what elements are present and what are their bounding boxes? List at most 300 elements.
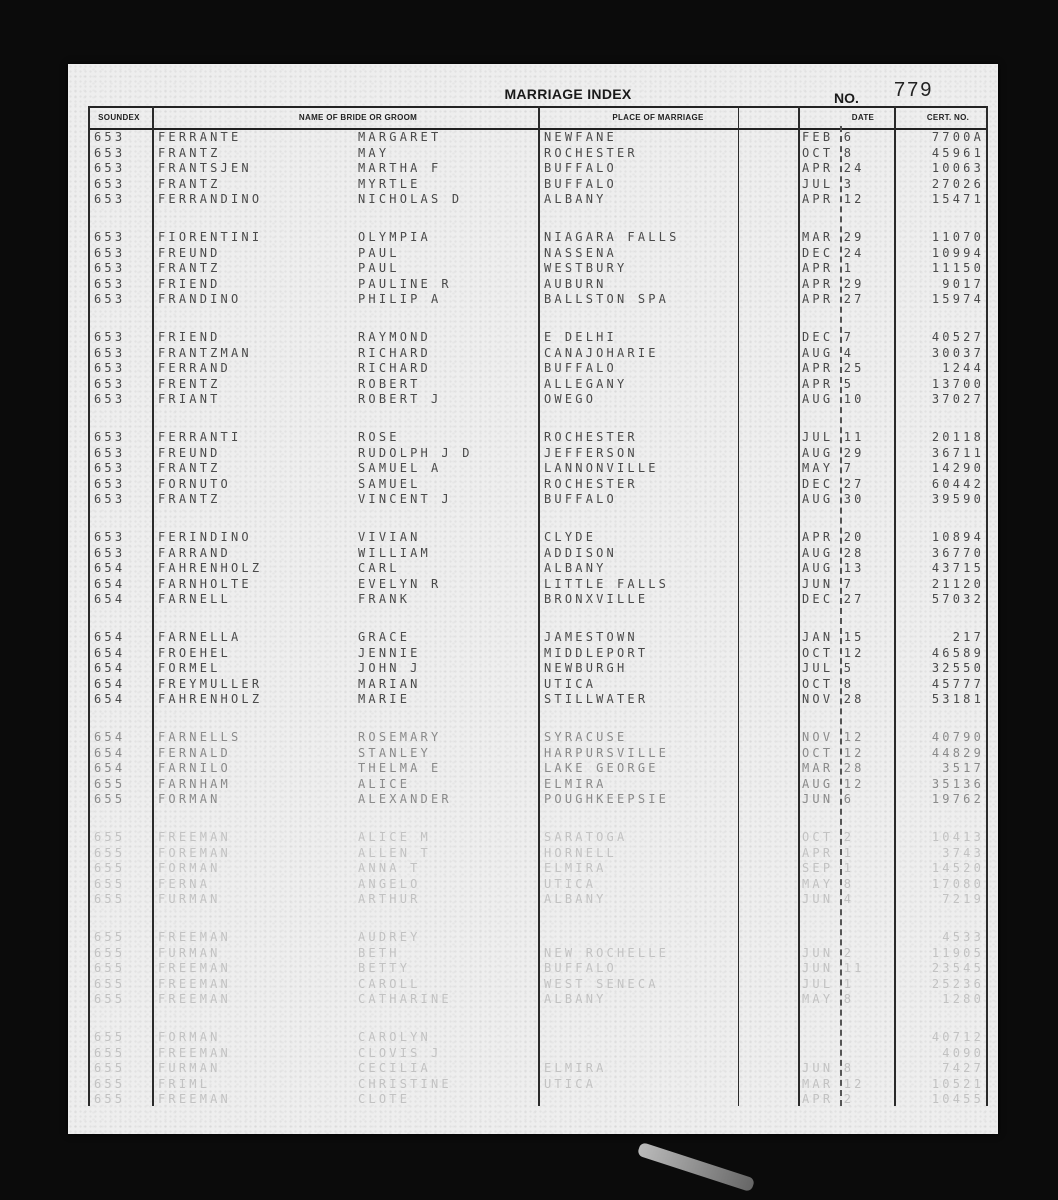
given-name: MARTHA F xyxy=(358,161,442,176)
index-row xyxy=(68,246,998,261)
marriage-date: MAR 29 xyxy=(802,230,865,244)
marriage-place: JAMESTOWN xyxy=(544,630,638,644)
marriage-date: APR 24 xyxy=(802,161,865,176)
cert-header: CERT. NO. xyxy=(926,113,970,122)
certificate-number: 1244 xyxy=(942,361,984,376)
soundex-code: 654 xyxy=(94,645,126,660)
date-header: DATE xyxy=(851,113,875,122)
marriage-place: UTICA xyxy=(544,1076,597,1091)
given-name: CLOTE xyxy=(358,1092,411,1107)
index-row xyxy=(68,330,998,345)
index-row xyxy=(68,230,998,245)
marriage-date: APR 25 xyxy=(802,361,865,376)
index-row xyxy=(68,692,998,707)
index-row xyxy=(68,746,998,761)
marriage-date: JUN 7 xyxy=(802,576,855,591)
marriage-date: AUG 28 xyxy=(802,545,865,560)
given-name: CAROLYN xyxy=(358,1030,431,1044)
marriage-date: FEB 6 xyxy=(802,130,855,144)
marriage-date: APR 12 xyxy=(802,192,865,207)
certificate-number: 15974 xyxy=(931,292,984,307)
surname: FAHRENHOLZ xyxy=(158,561,263,576)
certificate-number: 10521 xyxy=(931,1076,984,1091)
surname: FORMAN xyxy=(158,861,221,876)
marriage-place: ELMIRA xyxy=(544,1061,607,1076)
marriage-date: OCT 2 xyxy=(802,830,855,844)
index-row xyxy=(68,1030,998,1045)
marriage-place: NEWBURGH xyxy=(544,661,628,676)
index-row xyxy=(68,630,998,645)
marriage-place: HARPURSVILLE xyxy=(544,745,670,760)
index-row xyxy=(68,392,998,407)
marriage-date: AUG 29 xyxy=(802,445,865,460)
surname: FRENTZ xyxy=(158,376,221,391)
surname: FRIEND xyxy=(158,330,221,344)
surname: FREEMAN xyxy=(158,992,231,1007)
surname: FURMAN xyxy=(158,1061,221,1076)
marriage-date: JUN 8 xyxy=(802,1061,855,1076)
marriage-place: E DELHI xyxy=(544,330,617,344)
marriage-date: APR 5 xyxy=(802,376,855,391)
soundex-code: 653 xyxy=(94,492,126,507)
soundex-code: 653 xyxy=(94,261,126,276)
given-name: MAY xyxy=(358,145,390,160)
index-row xyxy=(68,446,998,461)
soundex-code: 653 xyxy=(94,530,126,544)
soundex-code: 654 xyxy=(94,676,126,691)
certificate-number: 7219 xyxy=(942,892,984,907)
soundex-code: 654 xyxy=(94,730,126,744)
surname: FARNELL xyxy=(158,592,231,607)
soundex-code: 653 xyxy=(94,330,126,344)
certificate-number: 36711 xyxy=(931,445,984,460)
surname: FRANTZ xyxy=(158,145,221,160)
surname: FROEHEL xyxy=(158,645,231,660)
index-row xyxy=(68,261,998,276)
marriage-place: BUFFALO xyxy=(544,961,617,976)
given-name: CLOVIS J xyxy=(358,1045,442,1060)
soundex-code: 655 xyxy=(94,945,126,960)
soundex-code: 653 xyxy=(94,176,126,191)
page-number: 779 xyxy=(894,79,934,101)
index-row xyxy=(68,1077,998,1092)
soundex-code: 655 xyxy=(94,1092,126,1107)
surname: FREYMULLER xyxy=(158,676,263,691)
marriage-date: MAR 12 xyxy=(802,1076,865,1091)
given-name: ALICE M xyxy=(358,830,431,844)
marriage-place: ROCHESTER xyxy=(544,430,638,444)
surname: FRANTZMAN xyxy=(158,345,252,360)
certificate-number: 27026 xyxy=(931,176,984,191)
marriage-date: APR 1 xyxy=(802,261,855,276)
certificate-number: 39590 xyxy=(931,492,984,507)
soundex-code: 655 xyxy=(94,776,126,791)
index-row xyxy=(68,1046,998,1061)
marriage-place: BALLSTON SPA xyxy=(544,292,670,307)
index-row xyxy=(68,946,998,961)
marriage-place: BUFFALO xyxy=(544,161,617,176)
given-name: EVELYN R xyxy=(358,576,442,591)
given-name: OLYMPIA xyxy=(358,230,431,244)
marriage-date: MAY 8 xyxy=(802,992,855,1007)
soundex-code: 653 xyxy=(94,230,126,244)
marriage-place: ALLEGANY xyxy=(544,376,628,391)
surname: FERINDINO xyxy=(158,530,252,544)
surname: FERRANDINO xyxy=(158,192,263,207)
surname: FRANTSJEN xyxy=(158,161,252,176)
surname: FRIEND xyxy=(158,276,221,291)
marriage-place: ALBANY xyxy=(544,561,607,576)
certificate-number: 44829 xyxy=(931,745,984,760)
given-name: GRACE xyxy=(358,630,411,644)
marriage-place: BRONXVILLE xyxy=(544,592,649,607)
soundex-code: 653 xyxy=(94,192,126,207)
surname: FERNA xyxy=(158,876,211,891)
marriage-date: AUG 12 xyxy=(802,776,865,791)
marriage-place: MIDDLEPORT xyxy=(544,645,649,660)
certificate-number: 4090 xyxy=(942,1045,984,1060)
marriage-place: WEST SENECA xyxy=(544,976,659,991)
given-name: PAUL xyxy=(358,245,400,260)
soundex-code: 654 xyxy=(94,692,126,707)
certificate-number: 13700 xyxy=(931,376,984,391)
surname: FERRANTI xyxy=(158,430,242,444)
marriage-place: AUBURN xyxy=(544,276,607,291)
certificate-number: 35136 xyxy=(931,776,984,791)
soundex-code: 653 xyxy=(94,345,126,360)
marriage-date: JUL 11 xyxy=(802,430,865,444)
given-name: WILLIAM xyxy=(358,545,431,560)
given-name: PHILIP A xyxy=(358,292,442,307)
certificate-number: 10894 xyxy=(931,530,984,544)
certificate-number: 9017 xyxy=(942,276,984,291)
certificate-number: 11905 xyxy=(931,945,984,960)
given-name: ALLEN T xyxy=(358,845,431,860)
soundex-code: 654 xyxy=(94,745,126,760)
name-header: NAME OF BRIDE OR GROOM xyxy=(298,113,418,122)
soundex-code: 655 xyxy=(94,930,126,944)
marriage-date: AUG 10 xyxy=(802,392,865,407)
surname: FARNELLA xyxy=(158,630,242,644)
surname: FRIML xyxy=(158,1076,211,1091)
marriage-place: ADDISON xyxy=(544,545,617,560)
given-name: ALEXANDER xyxy=(358,792,452,807)
marriage-place: CANAJOHARIE xyxy=(544,345,659,360)
given-name: MARIE xyxy=(358,692,411,707)
surname: FREEMAN xyxy=(158,930,231,944)
index-row xyxy=(68,561,998,576)
certificate-number: 10413 xyxy=(931,830,984,844)
marriage-date: JUL 3 xyxy=(802,176,855,191)
surname: FRANTZ xyxy=(158,461,221,476)
given-name: ANNA T xyxy=(358,861,421,876)
surname: FREUND xyxy=(158,445,221,460)
index-row xyxy=(68,661,998,676)
marriage-place: NASSENA xyxy=(544,245,617,260)
soundex-code: 653 xyxy=(94,392,126,407)
surname: FREEMAN xyxy=(158,1045,231,1060)
index-row xyxy=(68,130,998,145)
index-row xyxy=(68,277,998,292)
surname: FORMAN xyxy=(158,792,221,807)
soundex-code: 654 xyxy=(94,561,126,576)
marriage-date: APR 27 xyxy=(802,292,865,307)
marriage-place: ROCHESTER xyxy=(544,145,638,160)
marriage-place: HORNELL xyxy=(544,845,617,860)
given-name: RICHARD xyxy=(358,345,431,360)
soundex-code: 653 xyxy=(94,376,126,391)
soundex-code: 653 xyxy=(94,445,126,460)
marriage-date: APR 2 xyxy=(802,1092,855,1107)
surname: FERNALD xyxy=(158,745,231,760)
soundex-code: 653 xyxy=(94,361,126,376)
certificate-number: 25236 xyxy=(931,976,984,991)
marriage-date: DEC 7 xyxy=(802,330,855,344)
surname: FIORENTINI xyxy=(158,230,263,244)
surname: FARNHOLTE xyxy=(158,576,252,591)
marriage-place: BUFFALO xyxy=(544,492,617,507)
given-name: NICHOLAS D xyxy=(358,192,463,207)
certificate-number: 36770 xyxy=(931,545,984,560)
index-row xyxy=(68,492,998,507)
given-name: BETH xyxy=(358,945,400,960)
certificate-number: 10994 xyxy=(931,245,984,260)
surname: FERRANTE xyxy=(158,130,242,144)
certificate-number: 37027 xyxy=(931,392,984,407)
marriage-date: JUL 1 xyxy=(802,976,855,991)
given-name: STANLEY xyxy=(358,745,431,760)
given-name: PAULINE R xyxy=(358,276,452,291)
given-name: ARTHUR xyxy=(358,892,421,907)
index-row xyxy=(68,877,998,892)
given-name: AUDREY xyxy=(358,930,421,944)
soundex-code: 653 xyxy=(94,476,126,491)
given-name: CATHARINE xyxy=(358,992,452,1007)
marriage-place: ALBANY xyxy=(544,192,607,207)
given-name: JOHN J xyxy=(358,661,421,676)
marriage-date: JUN 2 xyxy=(802,945,855,960)
soundex-code: 654 xyxy=(94,630,126,644)
index-row xyxy=(68,430,998,445)
certificate-number: 7700A xyxy=(931,130,984,144)
index-row xyxy=(68,361,998,376)
soundex-code: 653 xyxy=(94,161,126,176)
given-name: ROBERT J xyxy=(358,392,442,407)
marriage-date: OCT 8 xyxy=(802,676,855,691)
soundex-code: 655 xyxy=(94,845,126,860)
certificate-number: 43715 xyxy=(931,561,984,576)
marriage-place: JEFFERSON xyxy=(544,445,638,460)
index-row xyxy=(68,461,998,476)
soundex-code: 655 xyxy=(94,1045,126,1060)
marriage-date: JUN 11 xyxy=(802,961,865,976)
marriage-place: UTICA xyxy=(544,676,597,691)
marriage-place: LITTLE FALLS xyxy=(544,576,670,591)
marriage-date: APR 29 xyxy=(802,276,865,291)
surname: FREUND xyxy=(158,245,221,260)
marriage-date: MAY 7 xyxy=(802,461,855,476)
marriage-place: ELMIRA xyxy=(544,861,607,876)
surname: FARNILO xyxy=(158,761,231,776)
marriage-date: JUN 6 xyxy=(802,792,855,807)
marriage-place: NEWFANE xyxy=(544,130,617,144)
marriage-place: POUGHKEEPSIE xyxy=(544,792,670,807)
index-row xyxy=(68,846,998,861)
surname: FRANTZ xyxy=(158,176,221,191)
soundex-code: 653 xyxy=(94,145,126,160)
soundex-code: 655 xyxy=(94,876,126,891)
soundex-code: 653 xyxy=(94,461,126,476)
certificate-number: 17080 xyxy=(931,876,984,891)
given-name: RICHARD xyxy=(358,361,431,376)
certificate-number: 11150 xyxy=(931,261,984,276)
given-name: FRANK xyxy=(358,592,411,607)
marriage-place: LANNONVILLE xyxy=(544,461,659,476)
soundex-code: 655 xyxy=(94,992,126,1007)
certificate-number: 40712 xyxy=(931,1030,984,1044)
soundex-code: 655 xyxy=(94,1076,126,1091)
index-row xyxy=(68,192,998,207)
index-row xyxy=(68,177,998,192)
marriage-place: LAKE GEORGE xyxy=(544,761,659,776)
marriage-date: OCT 12 xyxy=(802,645,865,660)
soundex-code: 653 xyxy=(94,130,126,144)
index-row xyxy=(68,1061,998,1076)
certificate-number: 32550 xyxy=(931,661,984,676)
page-title: MARRIAGE INDEX xyxy=(504,86,632,102)
certificate-number: 57032 xyxy=(931,592,984,607)
marriage-date: APR 20 xyxy=(802,530,865,544)
marriage-date: NOV 12 xyxy=(802,730,865,744)
given-name: CAROLL xyxy=(358,976,421,991)
given-name: ROSE xyxy=(358,430,400,444)
index-row xyxy=(68,730,998,745)
index-row xyxy=(68,592,998,607)
index-row xyxy=(68,861,998,876)
marriage-place: BUFFALO xyxy=(544,361,617,376)
index-row xyxy=(68,792,998,807)
soundex-code: 653 xyxy=(94,276,126,291)
marriage-date: DEC 27 xyxy=(802,592,865,607)
soundex-code: 653 xyxy=(94,292,126,307)
soundex-code: 653 xyxy=(94,545,126,560)
certificate-number: 45961 xyxy=(931,145,984,160)
soundex-code: 655 xyxy=(94,861,126,876)
given-name: RUDOLPH J D xyxy=(358,445,473,460)
marriage-date: AUG 30 xyxy=(802,492,865,507)
surname: FRANTZ xyxy=(158,261,221,276)
given-name: SAMUEL xyxy=(358,476,421,491)
index-row xyxy=(68,377,998,392)
marriage-date: MAR 28 xyxy=(802,761,865,776)
given-name: CHRISTINE xyxy=(358,1076,452,1091)
index-row xyxy=(68,646,998,661)
number-label: NO. xyxy=(834,90,859,106)
certificate-number: 14290 xyxy=(931,461,984,476)
marriage-place: OWEGO xyxy=(544,392,597,407)
given-name: ROSEMARY xyxy=(358,730,442,744)
surname: FORNUTO xyxy=(158,476,231,491)
given-name: JENNIE xyxy=(358,645,421,660)
certificate-number: 40790 xyxy=(931,730,984,744)
given-name: MYRTLE xyxy=(358,176,421,191)
surname: FURMAN xyxy=(158,945,221,960)
surname: FURMAN xyxy=(158,892,221,907)
certificate-number: 46589 xyxy=(931,645,984,660)
given-name: ANGELO xyxy=(358,876,421,891)
index-row xyxy=(68,977,998,992)
index-entries xyxy=(68,64,998,1134)
marriage-place: ROCHESTER xyxy=(544,476,638,491)
soundex-code: 654 xyxy=(94,592,126,607)
index-card xyxy=(68,64,998,1134)
certificate-number: 53181 xyxy=(931,692,984,707)
certificate-number: 60442 xyxy=(931,476,984,491)
index-row xyxy=(68,577,998,592)
certificate-number: 1280 xyxy=(942,992,984,1007)
soundex-code: 655 xyxy=(94,1030,126,1044)
certificate-number: 30037 xyxy=(931,345,984,360)
given-name: BETTY xyxy=(358,961,411,976)
marriage-date: OCT 12 xyxy=(802,745,865,760)
surname: FREEMAN xyxy=(158,961,231,976)
surname: FRANDINO xyxy=(158,292,242,307)
marriage-date: JUL 5 xyxy=(802,661,855,676)
index-row xyxy=(68,777,998,792)
given-name: MARIAN xyxy=(358,676,421,691)
given-name: PAUL xyxy=(358,261,400,276)
soundex-header: SOUNDEX xyxy=(98,113,140,122)
soundex-code: 655 xyxy=(94,830,126,844)
surname: FRANTZ xyxy=(158,492,221,507)
index-row xyxy=(68,530,998,545)
marriage-place: CLYDE xyxy=(544,530,597,544)
certificate-number: 19762 xyxy=(931,792,984,807)
index-row xyxy=(68,546,998,561)
index-row xyxy=(68,161,998,176)
given-name: CECILIA xyxy=(358,1061,431,1076)
marriage-date: JAN 15 xyxy=(802,630,865,644)
index-row xyxy=(68,830,998,845)
marriage-date: SEP 1 xyxy=(802,861,855,876)
certificate-number: 21120 xyxy=(931,576,984,591)
certificate-number: 20118 xyxy=(931,430,984,444)
marriage-date: JUN 4 xyxy=(802,892,855,907)
certificate-number: 3517 xyxy=(942,761,984,776)
soundex-code: 654 xyxy=(94,576,126,591)
index-row xyxy=(68,146,998,161)
marriage-place: NEW ROCHELLE xyxy=(544,945,670,960)
soundex-code: 653 xyxy=(94,245,126,260)
soundex-code: 653 xyxy=(94,430,126,444)
index-row xyxy=(68,292,998,307)
given-name: ALICE xyxy=(358,776,411,791)
surname: FRIANT xyxy=(158,392,221,407)
marriage-place: STILLWATER xyxy=(544,692,649,707)
soundex-code: 655 xyxy=(94,792,126,807)
marriage-place: ALBANY xyxy=(544,992,607,1007)
marriage-place: NIAGARA FALLS xyxy=(544,230,680,244)
marriage-place: SYRACUSE xyxy=(544,730,628,744)
index-row xyxy=(68,892,998,907)
certificate-number: 15471 xyxy=(931,192,984,207)
marriage-place: UTICA xyxy=(544,876,597,891)
marriage-date: AUG 13 xyxy=(802,561,865,576)
certificate-number: 14520 xyxy=(931,861,984,876)
certificate-number: 4533 xyxy=(942,930,984,944)
index-row xyxy=(68,1092,998,1107)
certificate-number: 40527 xyxy=(931,330,984,344)
